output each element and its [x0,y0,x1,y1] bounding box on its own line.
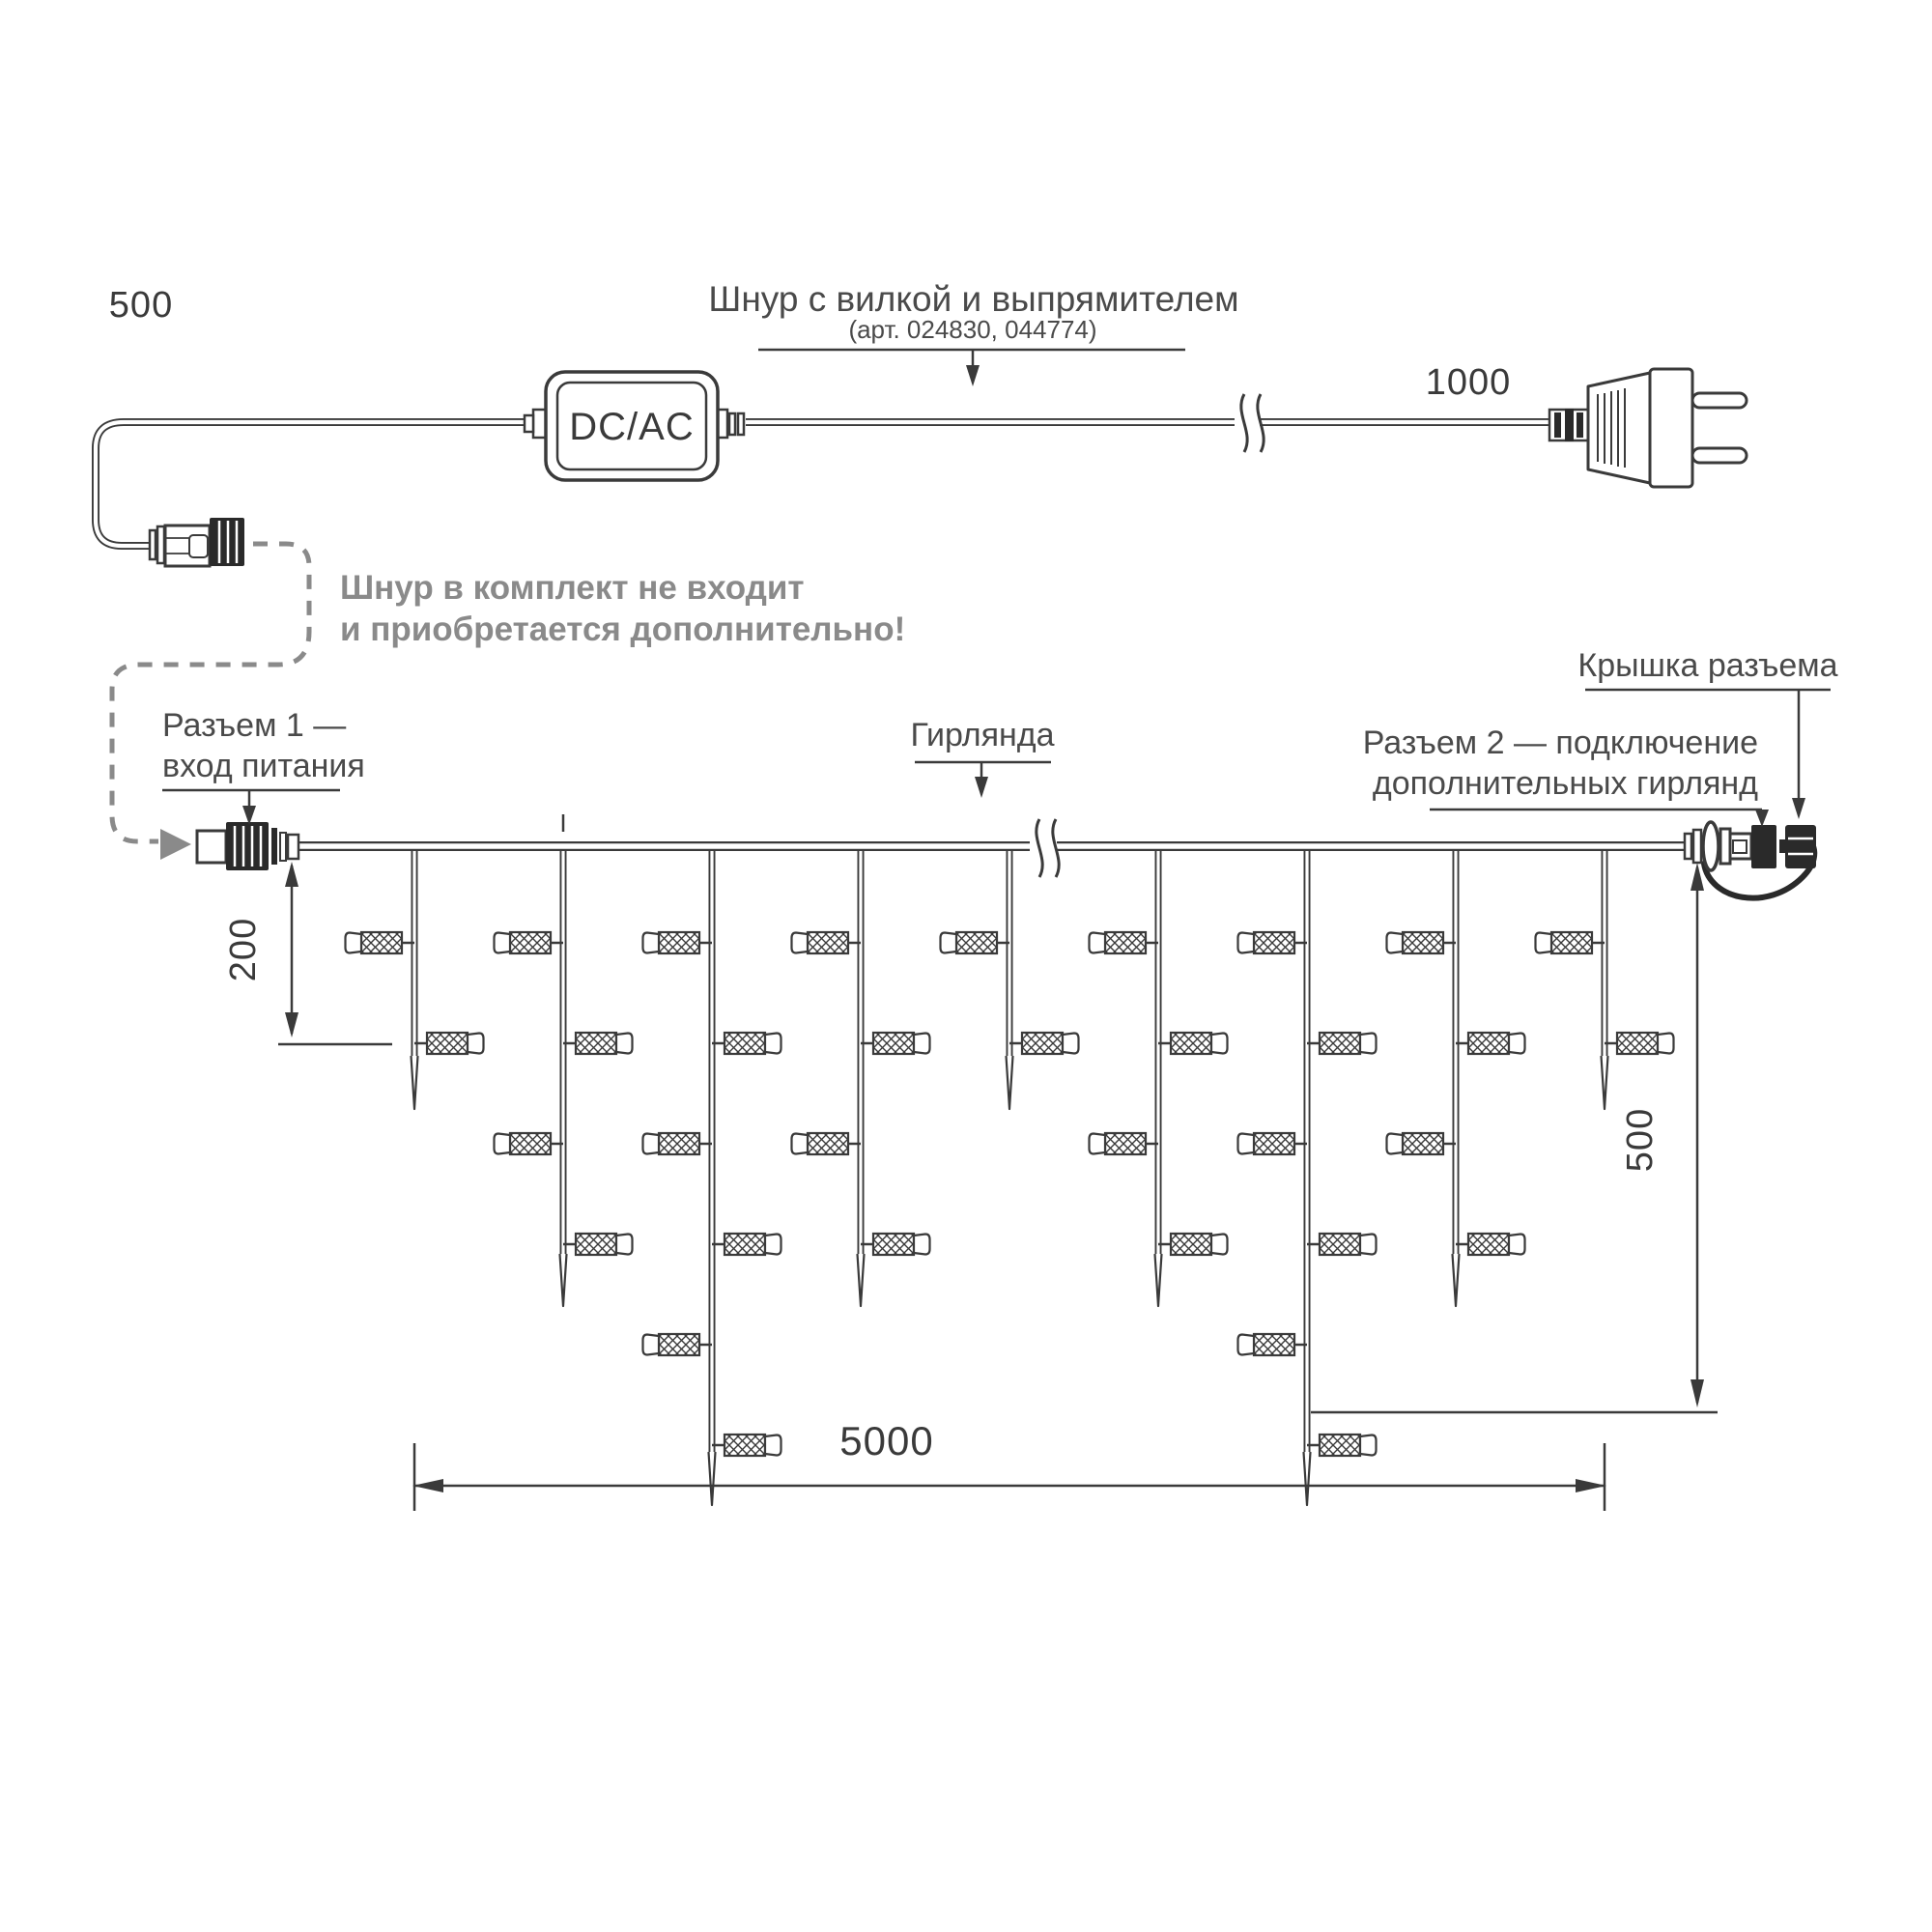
led-lamp [1090,1133,1159,1154]
led-lamp [1238,1133,1308,1154]
icicle-drop-4 [792,848,930,1306]
sealing-ring [1703,822,1719,870]
dcac-label: DC/AC [569,406,695,448]
led-lamp [1307,1033,1377,1054]
icicle-drop-8 [1387,848,1525,1306]
dcac-converter [525,372,744,480]
led-lamp [941,932,1010,953]
garland-end-connector [1685,822,1816,898]
led-lamp [792,1133,862,1154]
garland-break-symbol [1030,819,1059,877]
cord-length-right-label: 1000 [1425,362,1512,403]
led-lamp [1456,1234,1525,1255]
icicle-drop-5 [941,848,1079,1109]
dim-200-label: 200 [223,917,264,982]
led-lamp [643,1133,713,1154]
cord-wire [96,422,1551,546]
led-lamp [1307,1435,1377,1456]
led-lamp [1456,1033,1525,1054]
connector2-label-line1: Разъем 2 — подключение [1362,724,1758,761]
cap-label-text: Крышка разъема [1577,647,1838,684]
led-lamp [643,1334,713,1355]
dimension-5000 [412,1418,1606,1511]
connector2-label [1363,724,1769,827]
connector2-body [1751,825,1776,868]
led-lamp [861,1033,930,1054]
led-lamp [1387,1133,1457,1154]
garland-diagram [162,647,1838,1511]
connector1-label-line2: вход питания [162,748,365,784]
led-lamp [1238,1334,1308,1355]
cord-output-connector [150,518,244,566]
cord-note-line2: и приобретается дополнительно! [340,611,906,648]
led-lamp [712,1234,781,1255]
cord-length-left-label: 500 [108,285,174,326]
icicle-drop-3 [643,848,781,1505]
dashed-connection-path [112,544,309,860]
dashed-arrowhead [160,829,191,860]
euro-plug [1549,369,1747,487]
icicle-drop-9 [1536,848,1674,1109]
led-lamp [1307,1234,1377,1255]
led-lamp [563,1234,633,1255]
led-lamp [861,1234,930,1255]
icicle-drop-7 [1238,848,1377,1505]
led-lamp [495,932,564,953]
connector-cap [1785,825,1816,868]
led-lamp [346,932,415,953]
led-lamp [1158,1033,1228,1054]
dimension-500 [1311,863,1718,1412]
icicle-drop-6 [1090,848,1228,1306]
led-lamp [712,1435,781,1456]
cord-title-leader [758,350,1185,386]
dim-5000-label: 5000 [839,1418,934,1463]
led-lamp [712,1033,781,1054]
led-lamp [643,932,713,953]
led-lamp [1605,1033,1674,1054]
connector1-label [162,707,365,825]
connector1-label-line1: Разъем 1 — [162,707,347,744]
cord-title: Шнур с вилкой и выпрямителем [708,279,1239,319]
cord-break-symbol [1235,394,1264,452]
icicle-drop-1 [346,848,484,1109]
cord-note-line1: Шнур в комплект не входит [340,569,805,607]
led-lamp [1009,1033,1079,1054]
led-lamp [1536,932,1605,953]
cord-subtitle: (арт. 024830, 044774) [848,315,1097,344]
led-lamp [1238,932,1308,953]
icicle-drop-2 [495,814,633,1306]
led-lamp [495,1133,564,1154]
dim-500-label: 500 [1620,1107,1661,1173]
led-lamp [414,1033,484,1054]
led-lamp [1090,932,1159,953]
connector2-label-line2: дополнительных гирлянд [1372,765,1758,802]
led-lamp [563,1033,633,1054]
led-lamp [792,932,862,953]
garland-label [910,717,1054,798]
led-lamp [1387,932,1457,953]
garland-label-text: Гирлянда [910,717,1055,753]
garland-input-connector [197,822,298,870]
led-lamp [1158,1234,1228,1255]
